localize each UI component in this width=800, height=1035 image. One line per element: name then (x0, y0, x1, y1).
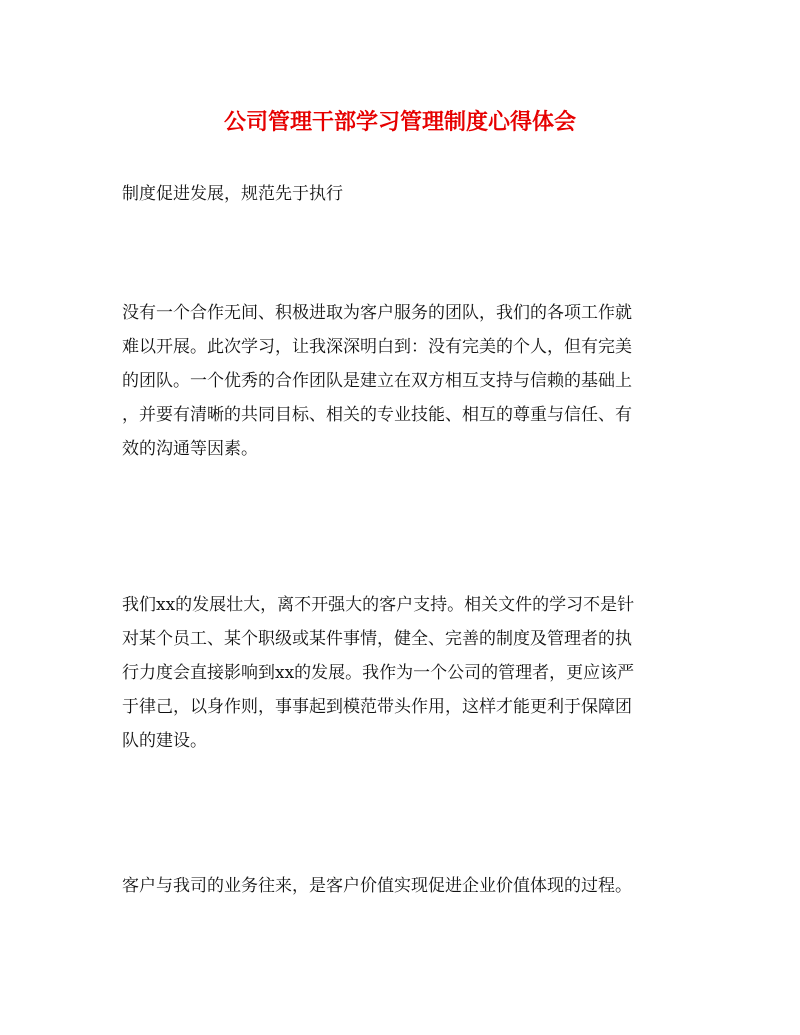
document-subtitle: 制度促进发展，规范先于执行 (122, 184, 343, 204)
paragraph-2 (122, 588, 682, 758)
paragraph-line: 行力度会直接影响到xx的发展。我作为一个公司的管理者，更应该严 (122, 663, 635, 683)
paragraph-line: 我们xx的发展壮大，离不开强大的客户支持。相关文件的学习不是针 (122, 595, 635, 615)
paragraph-line: 对某个员工、某个职级或某件事情，健全、完善的制度及管理者的执 (122, 629, 632, 649)
paragraph-1 (122, 296, 682, 466)
document-title: 公司管理干部学习管理制度心得体会 (223, 109, 576, 135)
paragraph-line: 效的沟通等因素。 (122, 439, 258, 459)
paragraph-line: ，并要有清晰的共同目标、相关的专业技能、相互的尊重与信任、有 (122, 405, 632, 425)
paragraph-line: 的团队。一个优秀的合作团队是建立在双方相互支持与信赖的基础上 (122, 371, 632, 391)
paragraph-line: 队的建设。 (122, 731, 207, 751)
paragraph-line: 于律己，以身作则，事事起到模范带头作用，这样才能更利于保障团 (122, 697, 632, 717)
paragraph-3: 客户与我司的业务往来，是客户价值实现促进企业价值体现的过程。 (122, 876, 632, 896)
paragraph-line: 没有一个合作无间、积极进取为客户服务的团队，我们的各项工作就 (122, 303, 632, 323)
paragraph-line: 难以开展。此次学习，让我深深明白到：没有完美的个人，但有完美 (122, 337, 632, 357)
